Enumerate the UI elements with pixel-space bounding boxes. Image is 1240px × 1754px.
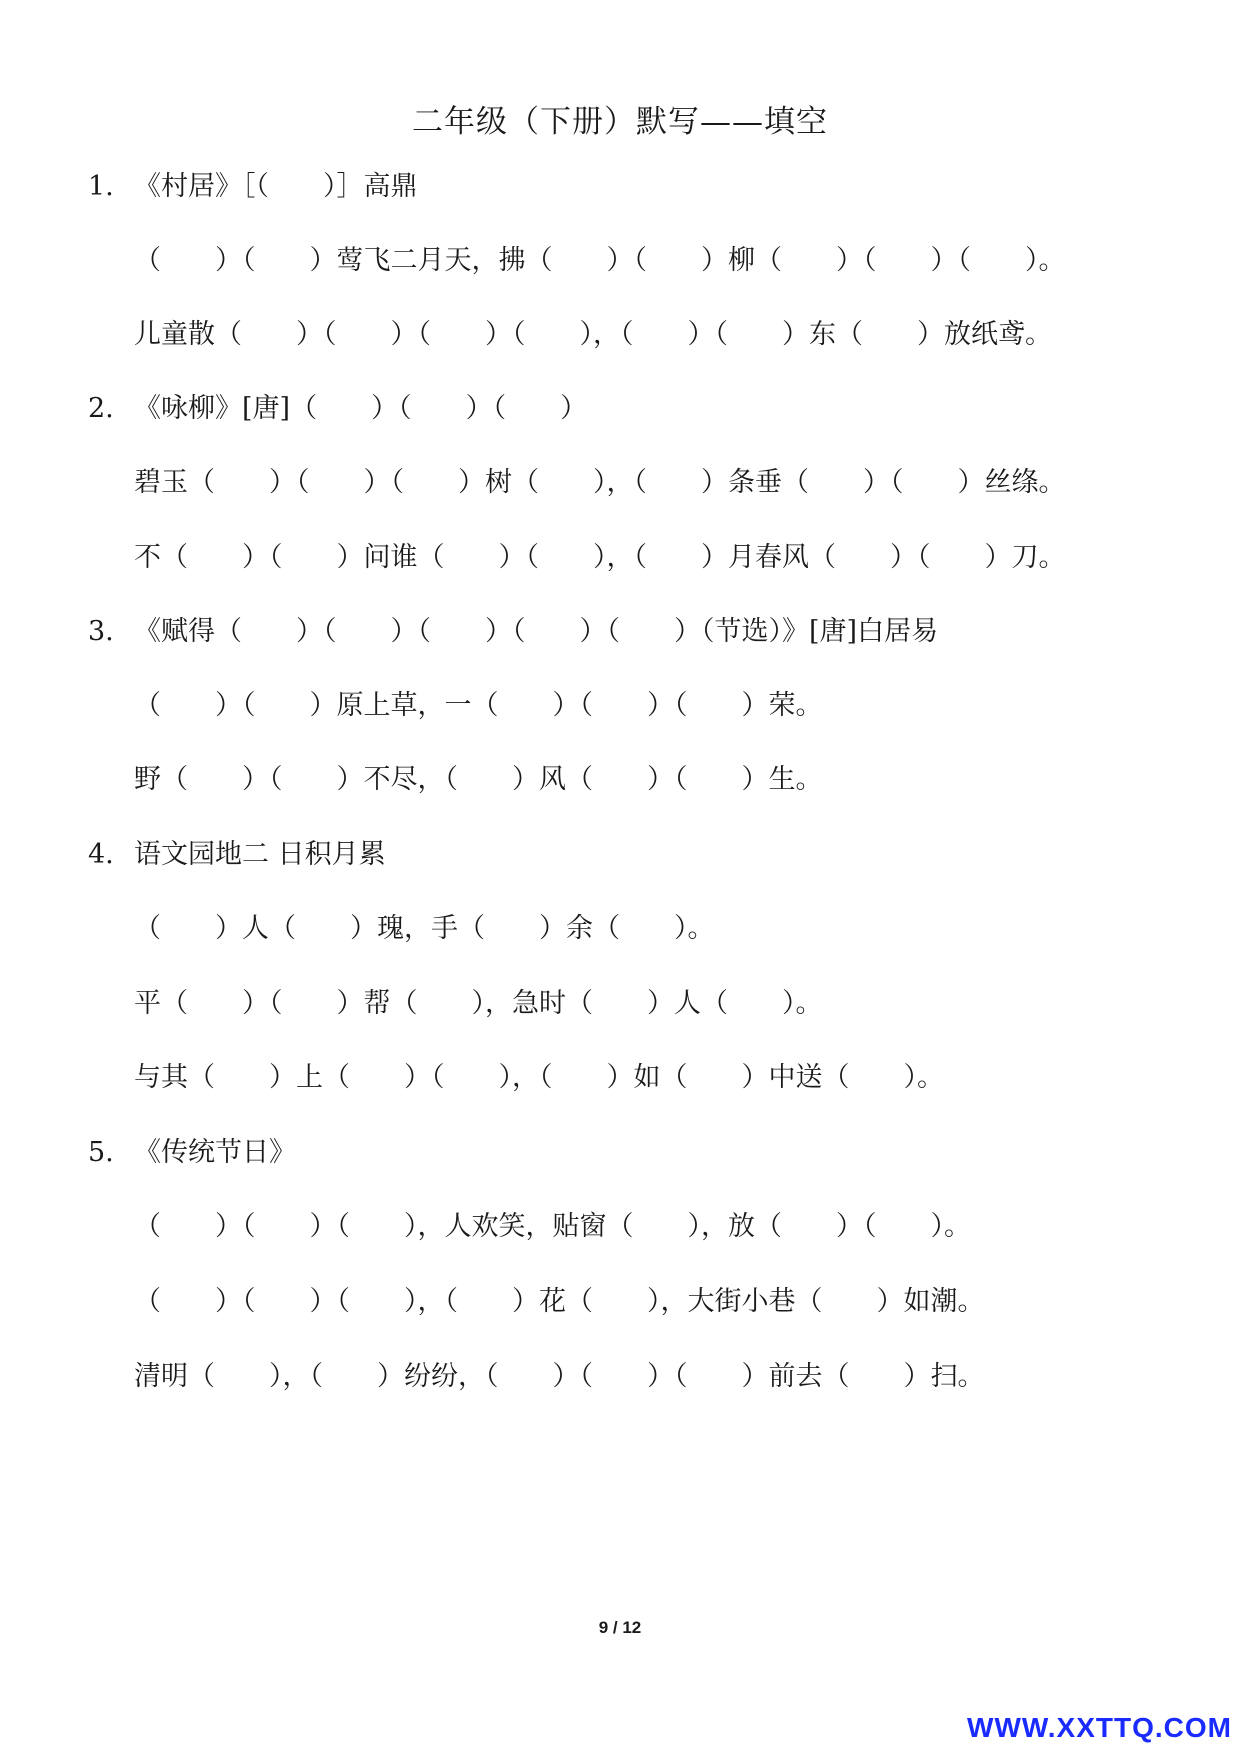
fill-line xyxy=(0,984,1200,1064)
fill-line xyxy=(0,538,1200,618)
section-number: 5. xyxy=(88,1137,114,1168)
fill-line xyxy=(0,1207,1200,1287)
verse-text: （ ）（ ）莺飞二月天，拂（ ）（ ）柳（ ）（ ）（ ）。 xyxy=(134,245,1066,276)
poem-title: 《咏柳》[唐]（ ）（ ）（ ） xyxy=(134,393,588,424)
poem-title: 《村居》［（ ）］高鼎 xyxy=(134,171,418,202)
poem-title: 《传统节日》 xyxy=(134,1137,296,1168)
verse-text: （ ）人（ ）瑰，手（ ）余（ ）。 xyxy=(134,913,715,944)
section-title: 语文园地二 日积月累 xyxy=(134,839,386,870)
section-number: 3. xyxy=(88,616,114,647)
verse-text: （ ）（ ）原上草，一（ ）（ ）（ ）荣。 xyxy=(134,690,823,721)
watermark: WWW.XXTTQ.COM xyxy=(967,1712,1232,1743)
verse-text: （ ）（ ）（ ），人欢笑，贴窗（ ），放（ ）（ ）。 xyxy=(134,1211,971,1242)
verse-text: （ ）（ ）（ ），（ ）花（ ），大街小巷（ ）如潮。 xyxy=(134,1286,985,1317)
fill-line xyxy=(0,686,1200,766)
fill-line xyxy=(0,1357,1200,1437)
verse-text: 儿童散（ ）（ ）（ ）（ ），（ ）（ ）东（ ）放纸鸢。 xyxy=(134,319,1052,350)
fill-line xyxy=(0,1282,1200,1362)
fill-line xyxy=(0,315,1200,395)
verse-text: 野（ ）（ ）不尽，（ ）风（ ）（ ）生。 xyxy=(134,764,823,795)
verse-text: 不（ ）（ ）问谁（ ）（ ），（ ）月春风（ ）（ ）刀。 xyxy=(134,542,1066,573)
fill-line xyxy=(0,909,1200,989)
section-number: 2. xyxy=(88,393,114,424)
page-title: 二年级（下册）默写——填空 xyxy=(412,104,828,140)
section-number: 1. xyxy=(88,171,114,202)
poem-title: 《赋得（ ）（ ）（ ）（ ）（ ）（节选）》[唐]白居易 xyxy=(134,616,939,647)
fill-line xyxy=(0,241,1200,321)
verse-text: 清明（ ），（ ）纷纷，（ ）（ ）（ ）前去（ ）扫。 xyxy=(134,1361,985,1392)
section-number: 4. xyxy=(88,839,114,870)
verse-text: 与其（ ）上（ ）（ ），（ ）如（ ）中送（ ）。 xyxy=(134,1062,944,1093)
fill-line xyxy=(0,760,1200,840)
fill-line xyxy=(0,1058,1200,1138)
fill-line xyxy=(0,463,1200,543)
verse-text: 平（ ）（ ）帮（ ），急时（ ）人（ ）。 xyxy=(134,988,823,1019)
page-number: 9 / 12 xyxy=(598,1618,642,1637)
verse-text: 碧玉（ ）（ ）（ ）树（ ），（ ）条垂（ ）（ ）丝绦。 xyxy=(134,467,1066,498)
